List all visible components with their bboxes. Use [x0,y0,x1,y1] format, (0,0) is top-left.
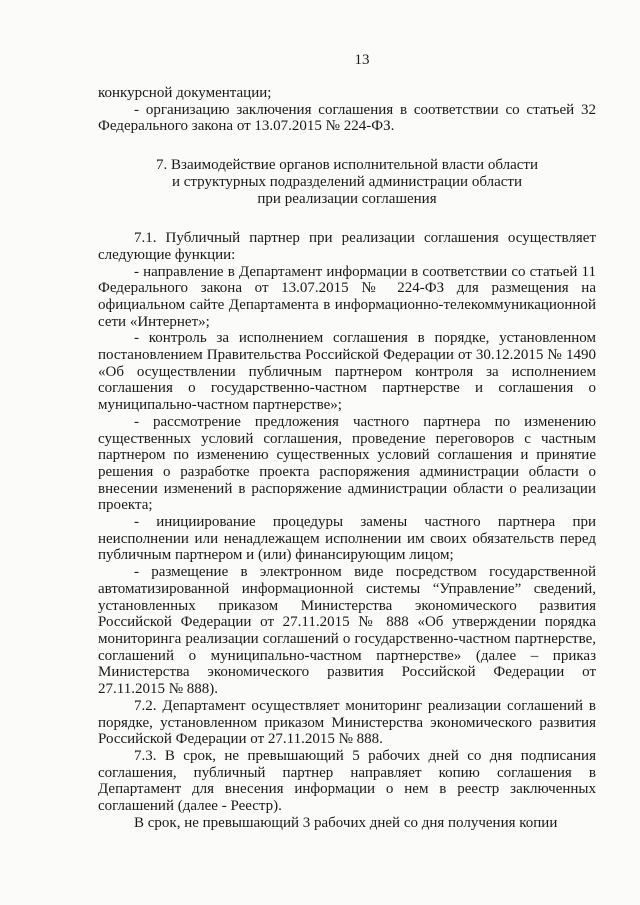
heading-line: и структурных подразделений администрации области [172,174,522,191]
text-paragraph: 7.2. Департамент осуществляет мониторинг реализации соглашений в порядке, установленном приказом Министерства экономического развития Российской Федерации от 27.11.2015 № 888. [98,697,596,748]
page-number: 13 [354,52,370,68]
text-paragraph: - контроль за исполнением соглашения в порядке, установленном постановлением Правительства Российской Федерации от 30.12.2015 № 1490 «Об осуществлении публичным партнером контроля за исполнением соглашения о государственно-частном партнерстве и соглашения о муниципально-частном партнерстве»; [98,330,596,414]
text-paragraph: 7.1. Публичный партнер при реализации соглашения осуществляет следующие функции: [98,230,596,263]
heading-line: при реализации соглашения [257,191,437,208]
text-paragraph: - организацию заключения соглашения в соответствии со статьей 32 Федерального закона от 13.07.2015 № 224-ФЗ. [98,101,596,135]
text-line: конкурсной документации; [98,85,272,101]
text-paragraph: - инициирование процедуры замены частного партнера при неисполнении или ненадлежащем исполнении им своих обязательств перед публичным партнером и (или) финансирующим лицом; [98,514,596,564]
text-paragraph: - размещение в электронном виде посредством государственной автоматизированной информационной системы “Управление” сведений, установленных приказом Министерства экономического развития Российской Федерации от 27.11.2015 № 888 «Об утверждении порядка мониторинга реализации соглашений о государственно-частном партнерстве, соглашений о муниципально-частном партнерстве» (далее – приказ Министерства экономического развития Российской Федерации от 27.11.2015 № 888). [98,564,596,698]
heading-line: 7. Взаимодействие органов исполнительной власти области [156,157,538,174]
text-paragraph: - рассмотрение предложения частного партнера по изменению существенных условий соглашения, проведение переговоров с частным партнером по изменению существенных условий соглашения и принятие решения о разработке проекта распоряжения администрации области о внесении изменений в распоряжение администрации области о реализации проекта; [98,413,596,514]
text-paragraph: - направление в Департамент информации в соответствии со статьей 11 Федерального закона от 13.07.2015 № 224-ФЗ для размещения на официальном сайте Департамента в информационно-телекоммуникационной сети «Интернет»; [98,263,596,330]
text-paragraph: 7.3. В срок, не превышающий 5 рабочих дней со дня подписания соглашения, публичный партнер направляет копию соглашения в Департамент для внесения информации о нем в реестр заключенных соглашений (далее - Реестр). [98,747,596,815]
section-heading [98,157,596,208]
text-paragraph: В срок, не превышающий 3 рабочих дней со дня получения копии [134,814,558,831]
